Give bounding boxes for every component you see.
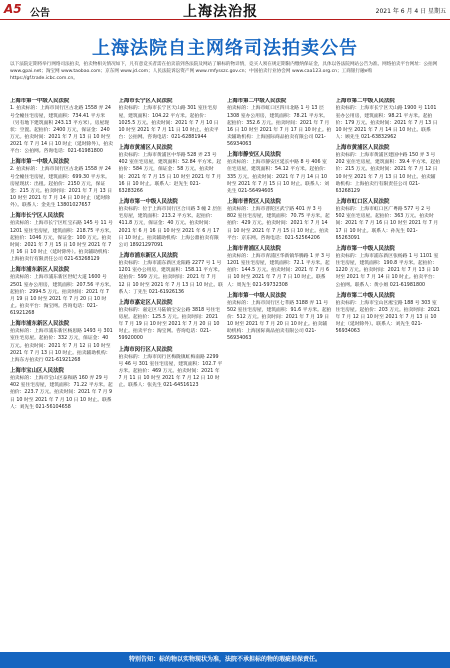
notice-body: 1. 拍卖标的：上海市闵行区古北路 1558 弄 24 号全幢住宅房屋，建筑面积：734.41 平方米（另有地下建筑面积 243.13 平方米）。房屋现状：空置。起拍价：2400 万元，保证金：240 万元。拍卖时间：2021 年 7 月 13 日 10 时至 2021 年 7 月 14 日 10 时止（延时除外）。拍卖平台：公拍网。咨询电话：021-61981800 bbox=[10, 106, 113, 154]
auction-notice bbox=[10, 267, 115, 317]
notice-body: 拍卖标的：上海市浦东新区张杨路 1 号 1101 室住宅房屋，建筑面积：190.8 平方米。起拍价：1220 万元。拍卖时间：2021 年 7 月 13 日 10 时至 2021 年 7 月 14 日 10 时止。拍卖平台：公拍网。联系人：黄小姐 021-61981800 bbox=[335, 254, 439, 288]
notice-body: 拍卖标的：上海市浦东新区龙阳路 2277 号 1 号 1201 室办公用房，建筑面积：158.11 平方米。起拍价：599 万元。拍卖时间：2021 年 7 月 12 日 10 时至 2021 年 7 月 13 日 10 时止。联系人：丁先生 021-61926136 bbox=[118, 261, 223, 295]
notice-body: 拍卖标的：上海市浦东新区世纪大道 1600 号 2501 室办公用房，建筑面积：207.56 平方米。起拍价：2994.5 万元。拍卖时间：2021 年 7 月 19 日 10 时至 2021 年 7 月 20 日 10 时止。拍卖平台：淘宝网。咨询电话：021-61921268 bbox=[10, 275, 114, 316]
notice-body: 拍卖标的：上海市宝山区淞宝路 188 号 303 室住宅房屋。起拍价：203 万元。拍卖时间：2021 年 7 月 12 日 10 时至 2021 年 7 月 13 日 10 时止（延时除外）。联系人：刘先生 021-56934063 bbox=[335, 301, 440, 335]
court-name: 上海市第一中级人民法院 bbox=[10, 159, 70, 166]
court-name: 上海市浦东新区人民法院 bbox=[10, 267, 70, 273]
intro-paragraph: 以下法院定期将举行网络司法拍卖，拍卖物相关情况如下，凡有意竞买者需在拍卖前到各法院及网站了解标的物详情，竞买人须在规定期限内缴纳保证金，具体以各法院网站公告为准。网络拍卖平台网址：公拍网 www.gpai.net；淘宝网 www.taobao.com；京东网 www.jd.com；人民法院诉讼资产网 www.rmfysszc.gov.cn；中国拍卖行业协会网 www.caa123.org.cn；工商银行融e购 https://gf.trade.icbc.com.cn。 bbox=[10, 62, 438, 82]
paper-logo: 上海法治报 bbox=[183, 4, 258, 20]
notice-columns bbox=[10, 98, 440, 648]
notice-body: 拍卖标的：上海市长宁区天山路 1900 号 1101 室办公用房，建筑面积：98.21 平方米。起拍价：179 万元。拍卖时间：2021 年 7 月 13 日 10 时至 2021 年 7 月 14 日 10 时止。联系人：顾先生 021-63832962 bbox=[335, 106, 438, 140]
page-title: 上海法院自主网络司法拍卖公告 bbox=[92, 38, 358, 59]
auction-notice bbox=[10, 98, 115, 155]
notice-body: 拍卖标的：上海市闵行区梅陇镇虹梅南路 2299 号 46 号 301 室住宅房屋，建筑面积：102.7 平方米。起拍价：469 万元。拍卖时间：2021 年 7 月 11 日 10 时至 2021 年 7 月 12 日 10 时止。联系人：张先生 021-64516123 bbox=[118, 354, 223, 389]
notice-body: 拍卖标的：上海市虹口区广粤路 577 号 2 号 502 室住宅房屋。起拍价：363 万元。拍卖时间：2021 年 7 月 16 日 10 时至 2021 年 7 月 17 日 10 时止。联系人：孙先生 021-65263091 bbox=[335, 207, 439, 241]
auction-notice bbox=[10, 159, 115, 209]
court-name: 上海市嘉定区人民法院 bbox=[118, 299, 173, 306]
court-name: 上海市长宁区人民法院 bbox=[10, 213, 64, 220]
court-name: 上海市虹口区人民法院 bbox=[335, 198, 390, 205]
footer-banner: 特别告知：标的物以实物现状为准，法院不承担标的物的瑕疵担保责任。 bbox=[0, 652, 450, 668]
auction-notice bbox=[119, 300, 224, 343]
auction-notice bbox=[336, 293, 441, 336]
page-number: A5 bbox=[4, 2, 22, 16]
notice-body: 拍卖标的：上海市黄浦区建国中路 150 弄 3 号 202 室住宅房屋，建筑面积：39.4 平方米。起拍价：215 万元。拍卖时间：2021 年 7 月 12 日 10 时至 2021 年 7 月 13 日 10 时止。拍卖辅助机构：上海拍卖行有限责任公司 021-63268129 bbox=[335, 153, 440, 194]
notice-body: 拍卖标的：上海市闵行区七莘路 3188 弄 11 号 502 室住宅房屋，建筑面积：91.6 平方米。起拍价：512 万元。拍卖时间：2021 年 7 月 19 日 10 时至 2021 年 7 月 20 日 10 时止。拍卖辅助机构：上海国际商品拍卖有限公司 021-56934063 bbox=[227, 301, 332, 342]
notice-column bbox=[227, 98, 332, 648]
notice-body: 拍卖标的：上海市黄浦区中华路 528 弄 23 号 402 室住宅房屋，建筑面积：52.84 平方米。起拍价：584 万元，保证金：58 万元。拍卖时间：2021 年 7 月 15 日 10 时至 2021 年 7 月 16 日 10 时止。联系人：赵先生 021-63283266 bbox=[118, 153, 222, 194]
auction-notice bbox=[10, 321, 115, 364]
court-name: 上海市第二中级人民法院 bbox=[335, 98, 395, 104]
court-name: 上海市第一中级人民法院 bbox=[118, 198, 178, 205]
auction-notice bbox=[336, 246, 441, 289]
page-header bbox=[0, 0, 450, 20]
court-name: 上海市第一中级人民法院 bbox=[335, 245, 395, 252]
notice-body: 拍卖标的：上海市普陀区武宁路 401 弄 3 号 802 室住宅房屋，建筑面积：70.75 平方米。起拍价：429 万元。拍卖时间：2021 年 7 月 14 日 10 时至 2021 年 7 月 15 日 10 时止。拍卖平台：京东网。咨询电话：021-52564206 bbox=[227, 207, 330, 241]
notice-body: 拍卖标的：上海市宝山区泰和路 160 弄 29 号 402 室住宅房屋，建筑面积：71.22 平方米。起拍价：223.7 万元。拍卖时间：2021 年 7 月 9 日 10 时至 2021 年 7 月 10 日 10 时止。联系人：刘先生 021-56104658 bbox=[10, 376, 113, 410]
auction-notice bbox=[227, 98, 332, 148]
auction-notice bbox=[336, 145, 441, 195]
notice-body: 拍卖标的：上海市长宁区红宝石路 145 号 11 号 1201 室住宅房屋，建筑面积：218.75 平方米。起拍价：1046 万元，保证金：100 万元。拍卖时间：2021 年 7 月 15 日 10 时至 2021 年 7 月 16 日 10 时止（延时除外）。拍卖辅助机构：上海拍卖行有限责任公司 021-63268129 bbox=[10, 221, 114, 262]
court-name: 上海市黄浦区人民法院 bbox=[335, 144, 390, 151]
auction-notice bbox=[227, 152, 332, 195]
notice-column bbox=[119, 98, 224, 648]
court-name: 上海市浦东新区人民法院 bbox=[118, 252, 178, 259]
auction-notice bbox=[10, 368, 115, 411]
auction-notice bbox=[10, 213, 115, 263]
notice-body: 拍卖标的：上海市青浦区华新镇华腾路 1 弄 3 号 1201 室住宅房屋，建筑面积：72.1 平方米。起拍价：144.5 万元。拍卖时间：2021 年 7 月 6 日 10 时至 2021 年 7 月 7 日 10 时止。联系人：周先生 021-59732308 bbox=[227, 254, 331, 288]
auction-notice bbox=[336, 98, 441, 141]
notice-column bbox=[336, 98, 441, 648]
auction-notice bbox=[336, 199, 441, 242]
auction-notice bbox=[119, 347, 224, 390]
issue-date: 2021 年 6 月 4 日 星期五 bbox=[375, 8, 446, 15]
auction-notice bbox=[119, 253, 224, 296]
notice-body: 拍卖标的：上海市虹口区四川北路 1 号 13 层 1308 室办公用房，建筑面积：78.21 平方米。起拍价：352.6 万元。拍卖时间：2021 年 7 月 16 日 10 时至 2021 年 7 月 17 日 10 时止。拍卖辅助机构：上海国际商品拍卖有限公司 021-56934063 bbox=[227, 106, 332, 147]
court-name: 上海市第二中级人民法院 bbox=[335, 292, 395, 299]
auction-notice bbox=[119, 145, 224, 195]
court-name: 上海市长宁区人民法院 bbox=[118, 98, 173, 104]
court-name: 上海市黄浦区人民法院 bbox=[118, 144, 173, 151]
court-name: 上海市普陀区人民法院 bbox=[227, 198, 281, 205]
notice-body: 拍卖标的：上海市浦东新区杨思路 1493 号 301 室住宅房屋。起拍价：332 万元，保证金：40 万元。拍卖时间：2021 年 7 月 12 日 10 时至 2021 年 7 月 13 日 10 时止。拍卖辅助机构：上海东方拍卖行 021-61921268 bbox=[10, 329, 113, 363]
auction-notice bbox=[119, 98, 224, 141]
auction-notice bbox=[227, 199, 332, 242]
court-name: 上海市闵行区人民法院 bbox=[118, 346, 173, 353]
court-name: 上海市静安区人民法院 bbox=[227, 151, 281, 158]
notice-body: 拍卖标的：上海市长宁区天山路 301 室住宅房屋，建筑面积：104.22 平方米。起拍价：1025.5 万元。拍卖时间：2021 年 7 月 10 日 10 时至 2021 年 7 月 11 日 10 时止。拍卖平台：公拍网。咨询电话：021-62881944 bbox=[118, 106, 219, 140]
court-name: 上海市青浦区人民法院 bbox=[227, 245, 281, 252]
court-name: 上海市第二中级人民法院 bbox=[227, 98, 287, 104]
court-name: 上海市第一中级人民法院 bbox=[227, 292, 287, 299]
auction-notice bbox=[119, 199, 224, 249]
notice-body: 拍卖标的：嘉定区马陆镇宝安公路 3818 号住宅房屋。起拍价：125.5 万元。拍卖时间：2021 年 7 月 19 日 10 时至 2021 年 7 月 20 日 10 时止。拍卖平台：淘宝网。咨询电话：021-59920000 bbox=[118, 308, 221, 342]
auction-notice bbox=[227, 246, 332, 289]
court-name: 上海市宝山区人民法院 bbox=[10, 367, 64, 374]
court-name: 上海市第一中级人民法院 bbox=[10, 98, 70, 104]
notice-body: 2. 拍卖标的：上海市闵行区古北路 1558 弄 24 号全幢住宅房屋，建筑面积：699.30 平方米。房屋现状：出租。起拍价：2150 万元，保证金：215 万元。拍卖时间：2021 年 7 月 13 日 10 时至 2021 年 7 月 14 日 10 时止（延时除外）。联系人：金先生 13801027657 bbox=[10, 167, 113, 208]
notice-column bbox=[10, 98, 115, 648]
section-name: 公告 bbox=[30, 8, 50, 19]
auction-notice bbox=[227, 293, 332, 343]
notice-body: 拍卖标的：上海市静安区延长中路 8 号 406 室住宅房屋，建筑面积：54.12 平方米。起拍价：335 万元。拍卖时间：2021 年 7 月 14 日 10 时至 2021 年 7 月 15 日 10 时止。联系人：刘先生 021-56494605 bbox=[227, 160, 330, 194]
notice-body: 拍卖标的：位于上海市闵行区合川路 3 幢 2 层住宅房屋，建筑面积：213.2 平方米。起拍价：411.8 万元，保证金：40 万元。拍卖时间：2021 年 6 月 16 日 10 时至 2021 年 6 月 17 日 10 时止。拍卖辅助机构：上海公鼎拍卖有限公司 18921297091 bbox=[118, 207, 222, 248]
court-name: 上海市浦东新区人民法院 bbox=[10, 320, 70, 327]
